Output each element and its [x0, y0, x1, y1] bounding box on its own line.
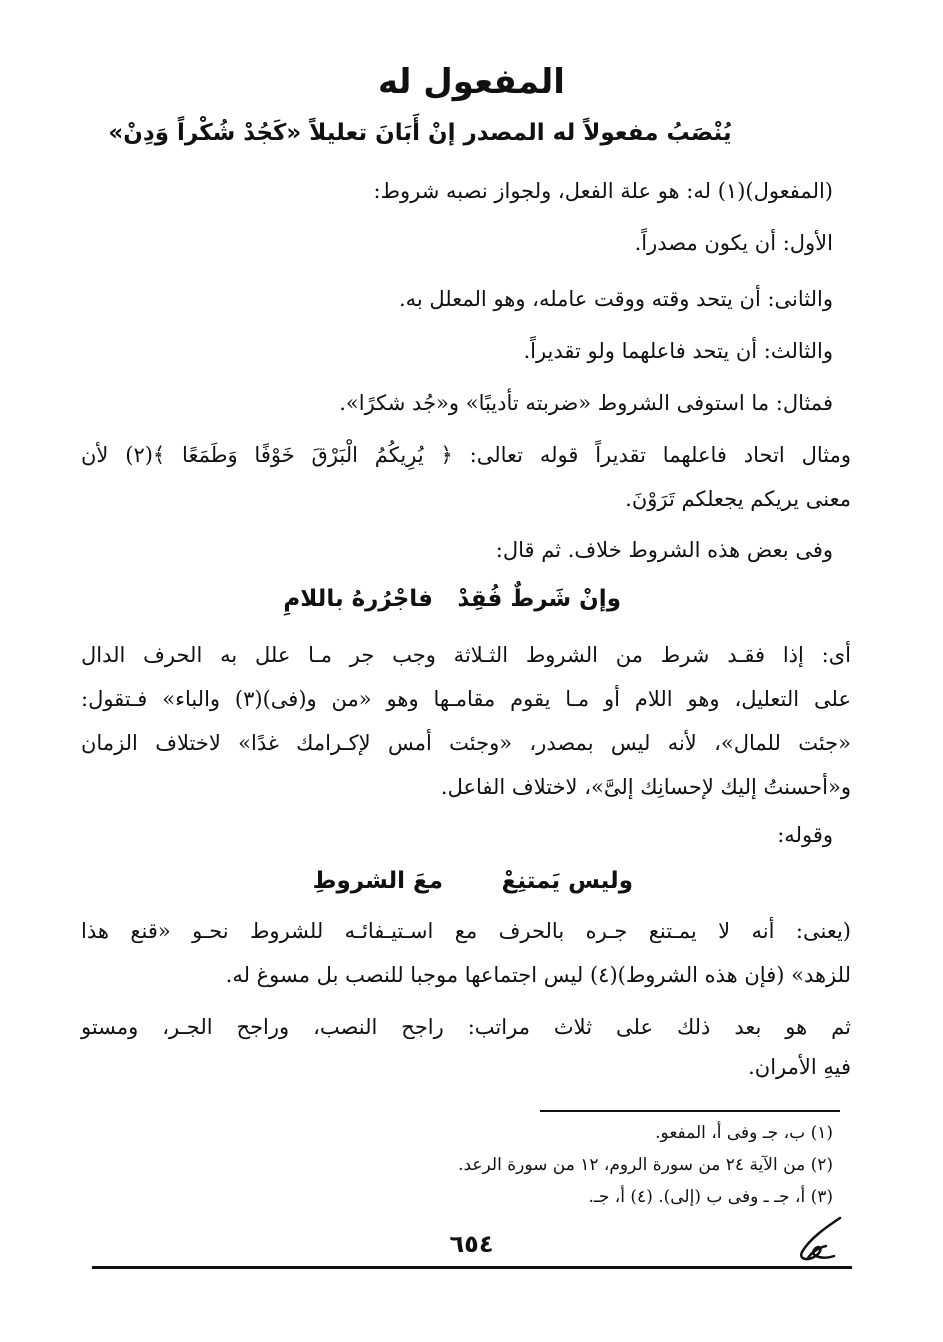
paragraph-line: (يعنى: أنه لا يمـتنع جـره بالحرف مع اسـتيـفائـه للشروط نحـو «قنع هذا	[81, 919, 851, 943]
verse-2-first-hemistich: وإنْ شَرطٌ فُقِدْ	[457, 586, 621, 612]
paragraph-line: أى: إذا فقـد شرط من الشروط الثـلاثة وجب جر مـا علل به الحرف الدال	[81, 643, 851, 667]
paragraph-line: و«أحسنتُ إليك لإحسانِك إلىَّ»، لاختلاف الفاعل.	[440, 775, 851, 799]
bottom-rule	[92, 1266, 852, 1269]
paragraph-line: ثم هو بعد ذلك على ثلاث مراتب: راجح النصب، وراجح الجـر، ومستو	[81, 1015, 851, 1039]
footnote-separator	[540, 1110, 840, 1112]
page-number: ٦٥٤	[449, 1230, 494, 1258]
paragraph-line: فيهِ الأمران.	[748, 1055, 851, 1079]
footnote: (٢) من الآية ٢٤ من سورة الروم، ١٢ من سورة الرعد.	[458, 1155, 833, 1175]
paragraph-line: فمثال: ما استوفى الشروط «ضربته تأديبًا» و«جُد شكرًا».	[339, 391, 833, 415]
paragraph-line: معنى يريكم يجعلكم تَرَوْنَ.	[625, 487, 851, 511]
footnote: (١) ب، جـ وفى أ، المفعو.	[655, 1123, 833, 1143]
verse-3-first-hemistich: وليس يَمتنِعْ	[501, 868, 633, 894]
paragraph-line: والثانى: أن يتحد وقته ووقت عامله، وهو المعلل به.	[398, 287, 833, 311]
paragraph-line: «جئت للمال»، لأنه ليس بمصدر، «وجئت أمس لإكـرامك غدًا» لاختلاف الزمان	[81, 731, 851, 755]
paragraph-line: وفى بعض هذه الشروط خلاف. ثم قال:	[495, 538, 833, 562]
paragraph-line: (المفعول)(١) له: هو علة الفعل، ولجواز نصبه شروط:	[373, 179, 833, 203]
paragraph-line: ومثال اتحاد فاعلهما تقديراً قوله تعالى: ﴿ يُرِيكُمُ الْبَرْقَ خَوْفًا وَطَمَعًا ﴾(٢) لأن	[81, 443, 851, 467]
verse-3-second-hemistich: معَ الشروطِ	[312, 868, 443, 894]
footnote: (٣) أ، جـ ـ وفى ب (إلى). (٤) أ، جـ.	[588, 1187, 833, 1207]
verse-line-top: يُنْصَبُ مفعولاً له المصدر إنْ أَبَانَ تعليلاً «كَجُدْ شُكْراً وَدِنْ»	[108, 120, 732, 146]
paragraph-line: على التعليل، وهو اللام أو مـا يقوم مقامـها وهو «من و(فى)(٣) والباء» فـتقول:	[81, 687, 851, 711]
paragraph-line: والثالث: أن يتحد فاعلهما ولو تقديراً.	[523, 339, 833, 363]
paragraph-line: للزهد» (فإن هذه الشروط)(٤) ليس اجتماعها موجبا للنصب بل مسوغ له.	[225, 963, 851, 987]
paragraph-line: الأول: أن يكون مصدراً.	[634, 231, 833, 255]
verse-2-second-hemistich: فاجْرُرهُ باللامِ	[283, 586, 433, 612]
page-title: المفعول له	[378, 62, 565, 102]
signature-mark	[788, 1208, 848, 1268]
paragraph-line: وقوله:	[777, 823, 833, 847]
